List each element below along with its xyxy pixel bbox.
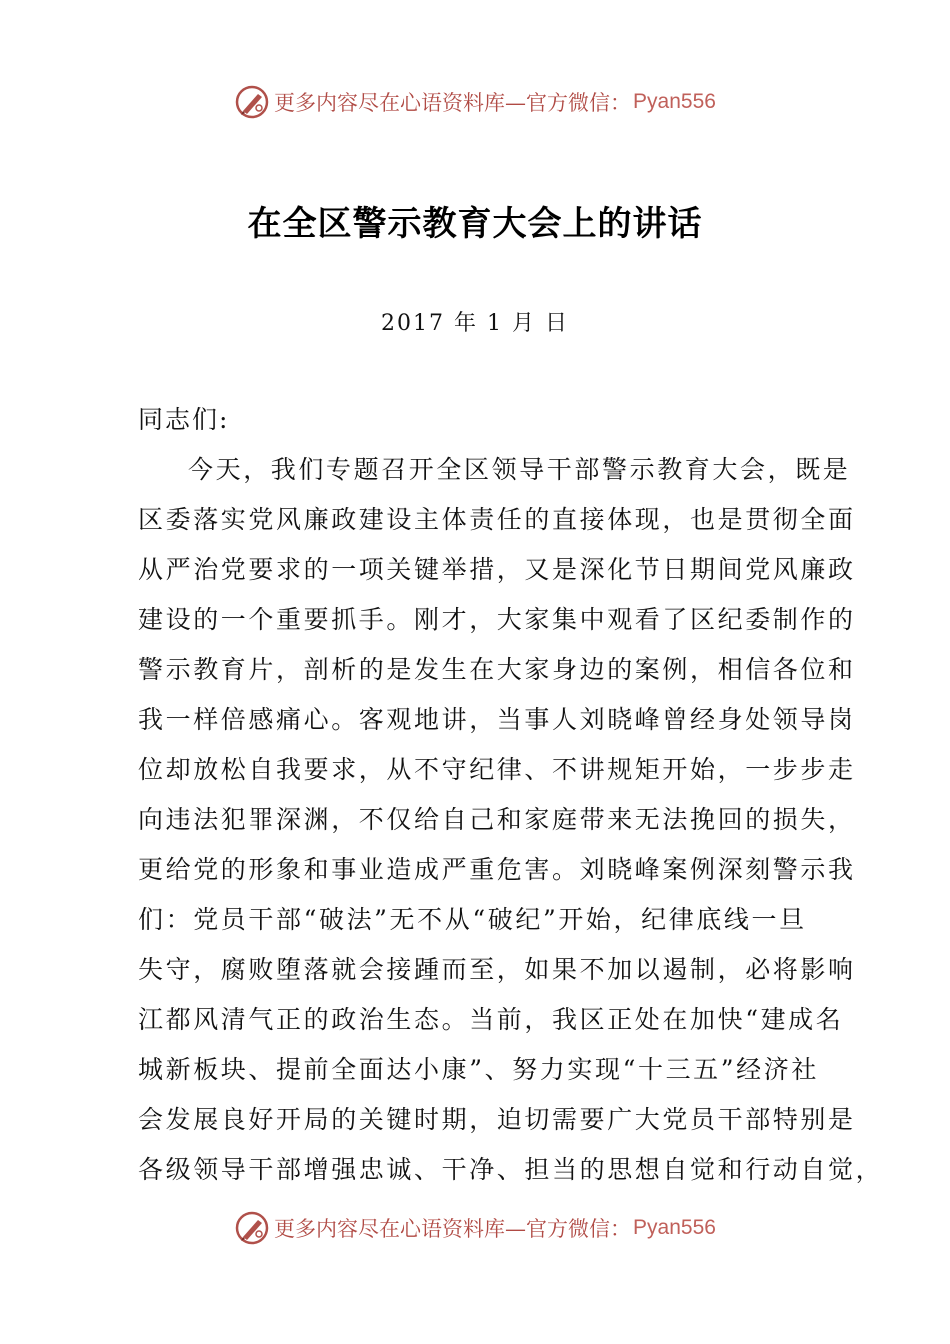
watermark-text: 更多内容尽在心语资料库—官方微信：	[274, 1217, 632, 1241]
text-line: 区委落实党风廉政建设主体责任的直接体现，也是贯彻全面	[138, 505, 856, 534]
text-line: 更给党的形象和事业造成严重危害。刘晓峰案例深刻警示我	[138, 855, 856, 884]
greeting: 同志们:	[138, 405, 230, 434]
text-line: 警示教育片，剖析的是发生在大家身边的案例，相信各位和	[138, 655, 856, 684]
watermark-wechat-id: Pyan556	[633, 90, 716, 113]
watermark-header	[0, 82, 950, 122]
pen-logo-icon	[234, 1210, 270, 1246]
text-line: 城新板块、提前全面达小康”、努力实现“十三五”经济社	[138, 1055, 819, 1084]
text-line: 今天，我们专题召开全区领导干部警示教育大会，既是	[188, 455, 851, 484]
text-line: 位却放松自我要求，从不守纪律、不讲规矩开始，一步步走	[138, 755, 856, 784]
text-line: 从严治党要求的一项关键举措，又是深化节日期间党风廉政	[138, 555, 856, 584]
text-line: 向违法犯罪深渊，不仅给自己和家庭带来无法挽回的损失，	[138, 805, 856, 834]
text-line: 我一样倍感痛心。客观地讲，当事人刘晓峰曾经身处领导岗	[138, 705, 856, 734]
watermark-footer	[0, 1208, 950, 1248]
text-line: 会发展良好开局的关键时期，迫切需要广大党员干部特别是	[138, 1105, 856, 1134]
text-line: 们：党员干部“破法”无不从“破纪”开始，纪律底线一旦	[138, 905, 807, 934]
document-date: 2017 年 1 月 日	[381, 311, 569, 336]
pen-logo-icon	[234, 84, 270, 120]
text-line: 各级领导干部增强忠诚、干净、担当的思想自觉和行动自觉，	[138, 1155, 884, 1184]
page-title: 在全区警示教育大会上的讲话	[247, 204, 703, 244]
text-line: 失守，腐败堕落就会接踵而至，如果不加以遏制，必将影响	[138, 955, 856, 984]
text-line: 建设的一个重要抓手。刚才，大家集中观看了区纪委制作的	[138, 605, 856, 634]
body-paragraph	[138, 448, 884, 1198]
watermark-text: 更多内容尽在心语资料库—官方微信：	[274, 91, 632, 115]
watermark-wechat-id: Pyan556	[633, 1216, 716, 1239]
text-line: 江都风清气正的政治生态。当前，我区正处在加快“建成名	[138, 1005, 844, 1034]
